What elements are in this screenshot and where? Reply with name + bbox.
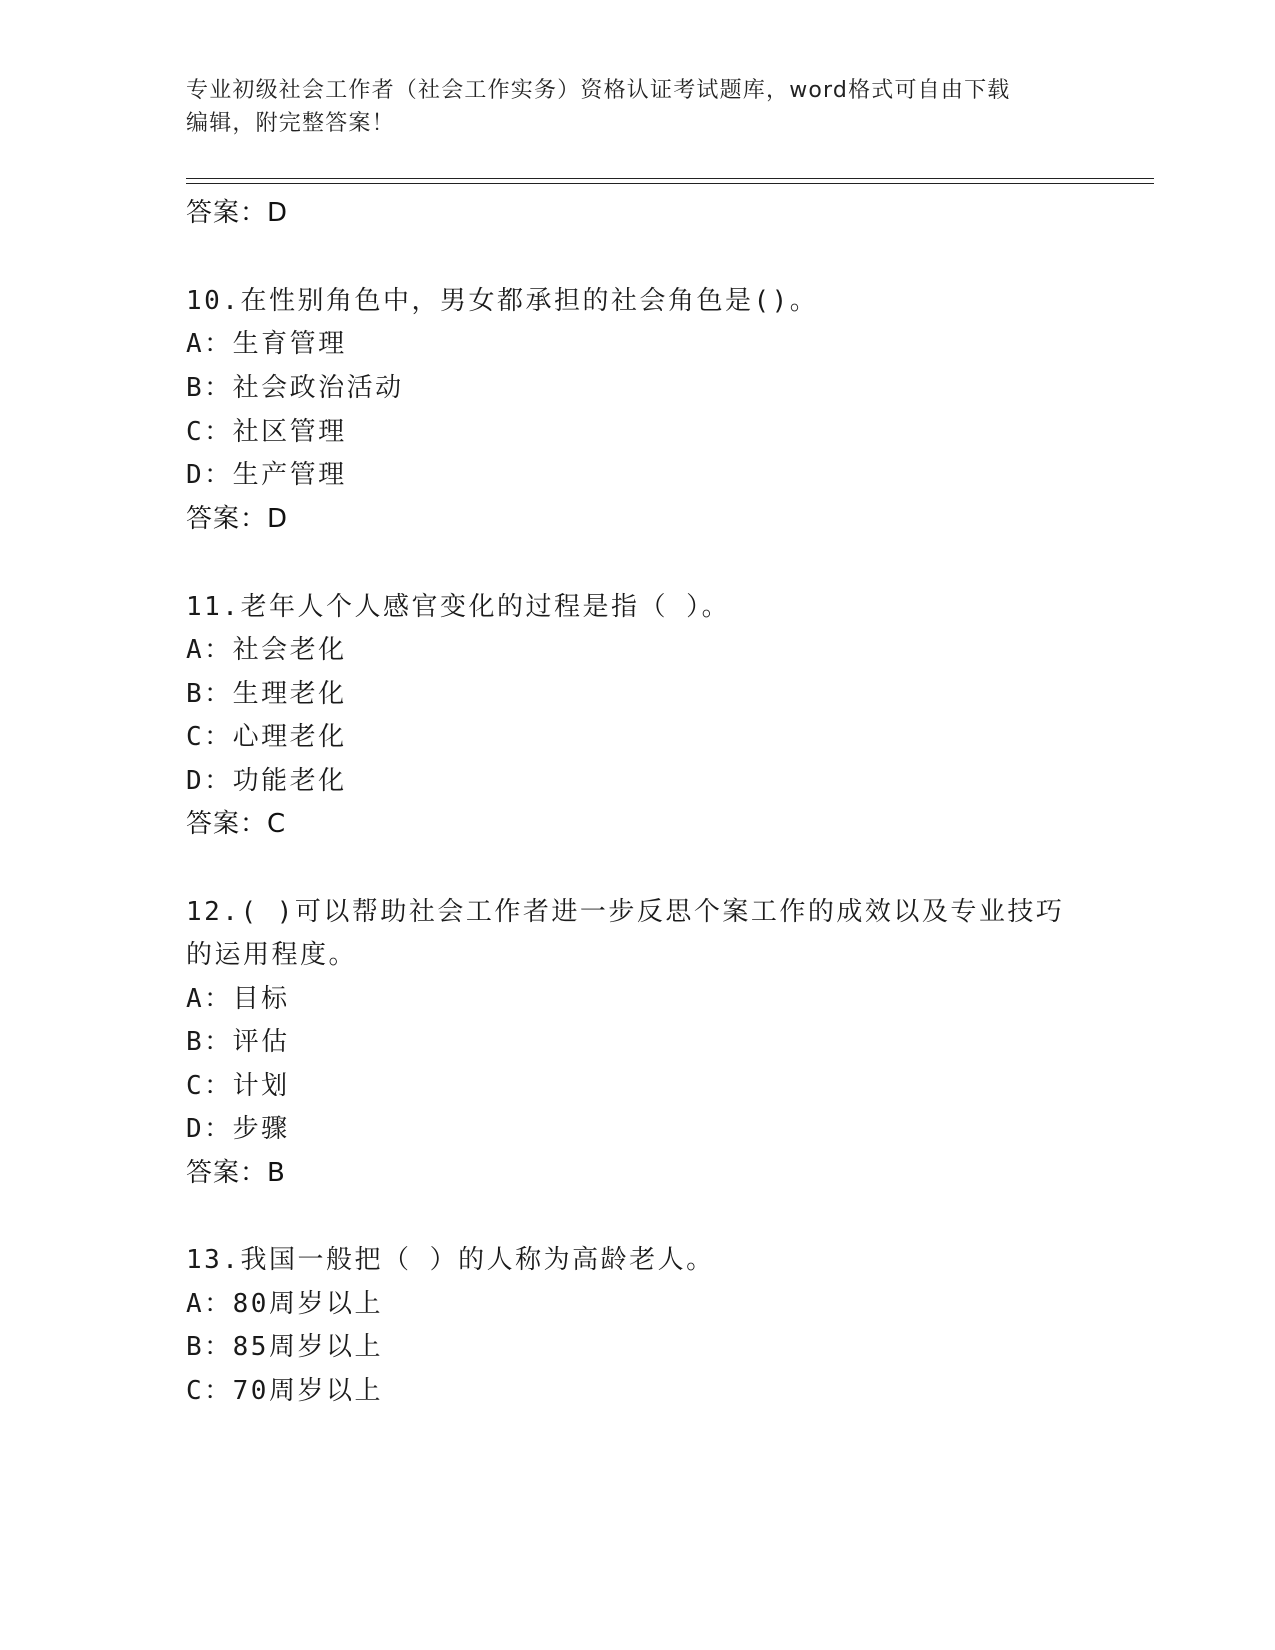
header-divider-bottom — [186, 183, 1154, 184]
question-13-stem: 13.我国一般把（ ）的人称为高龄老人。 — [186, 1245, 715, 1275]
question-10-option-c: C：社区管理 — [186, 417, 347, 447]
header-divider-top — [186, 178, 1154, 179]
document-header — [186, 74, 1066, 140]
question-11-option-d: D：功能老化 — [186, 766, 347, 796]
answer-prev: 答案：D — [186, 198, 289, 228]
question-10-stem: 10.在性别角色中，男女都承担的社会角色是()。 — [186, 286, 819, 316]
question-10-option-b: B：社会政治活动 — [186, 373, 404, 403]
question-12-option-c: C：计划 — [186, 1071, 290, 1101]
question-12-option-a: A：目标 — [186, 984, 290, 1014]
question-10-answer: 答案：D — [186, 504, 289, 534]
question-11-stem: 11.老年人个人感官变化的过程是指（ ）。 — [186, 592, 731, 622]
question-11-option-b: B：生理老化 — [186, 679, 347, 709]
header-line-2: 编辑，附完整答案！ — [186, 111, 395, 136]
question-12-stem-cont: 的运用程度。 — [186, 940, 358, 970]
question-13-option-a: A：80周岁以上 — [186, 1289, 383, 1319]
question-13-option-b: B：85周岁以上 — [186, 1332, 383, 1362]
question-13-option-c: C：70周岁以上 — [186, 1376, 383, 1406]
question-12-answer: 答案：B — [186, 1158, 286, 1188]
question-12-option-d: D：步骤 — [186, 1114, 290, 1144]
question-11-answer: 答案：C — [186, 809, 287, 839]
question-12-option-b: B：评估 — [186, 1027, 290, 1057]
question-11-option-a: A：社会老化 — [186, 635, 347, 665]
header-line-1: 专业初级社会工作者（社会工作实务）资格认证考试题库，word格式可自由下载 — [186, 78, 1011, 103]
question-12-stem: 12.( )可以帮助社会工作者进一步反思个案工作的成效以及专业技巧 — [186, 897, 1065, 927]
question-10-option-a: A：生育管理 — [186, 329, 347, 359]
question-10-option-d: D：生产管理 — [186, 460, 347, 490]
question-11-option-c: C：心理老化 — [186, 722, 347, 752]
